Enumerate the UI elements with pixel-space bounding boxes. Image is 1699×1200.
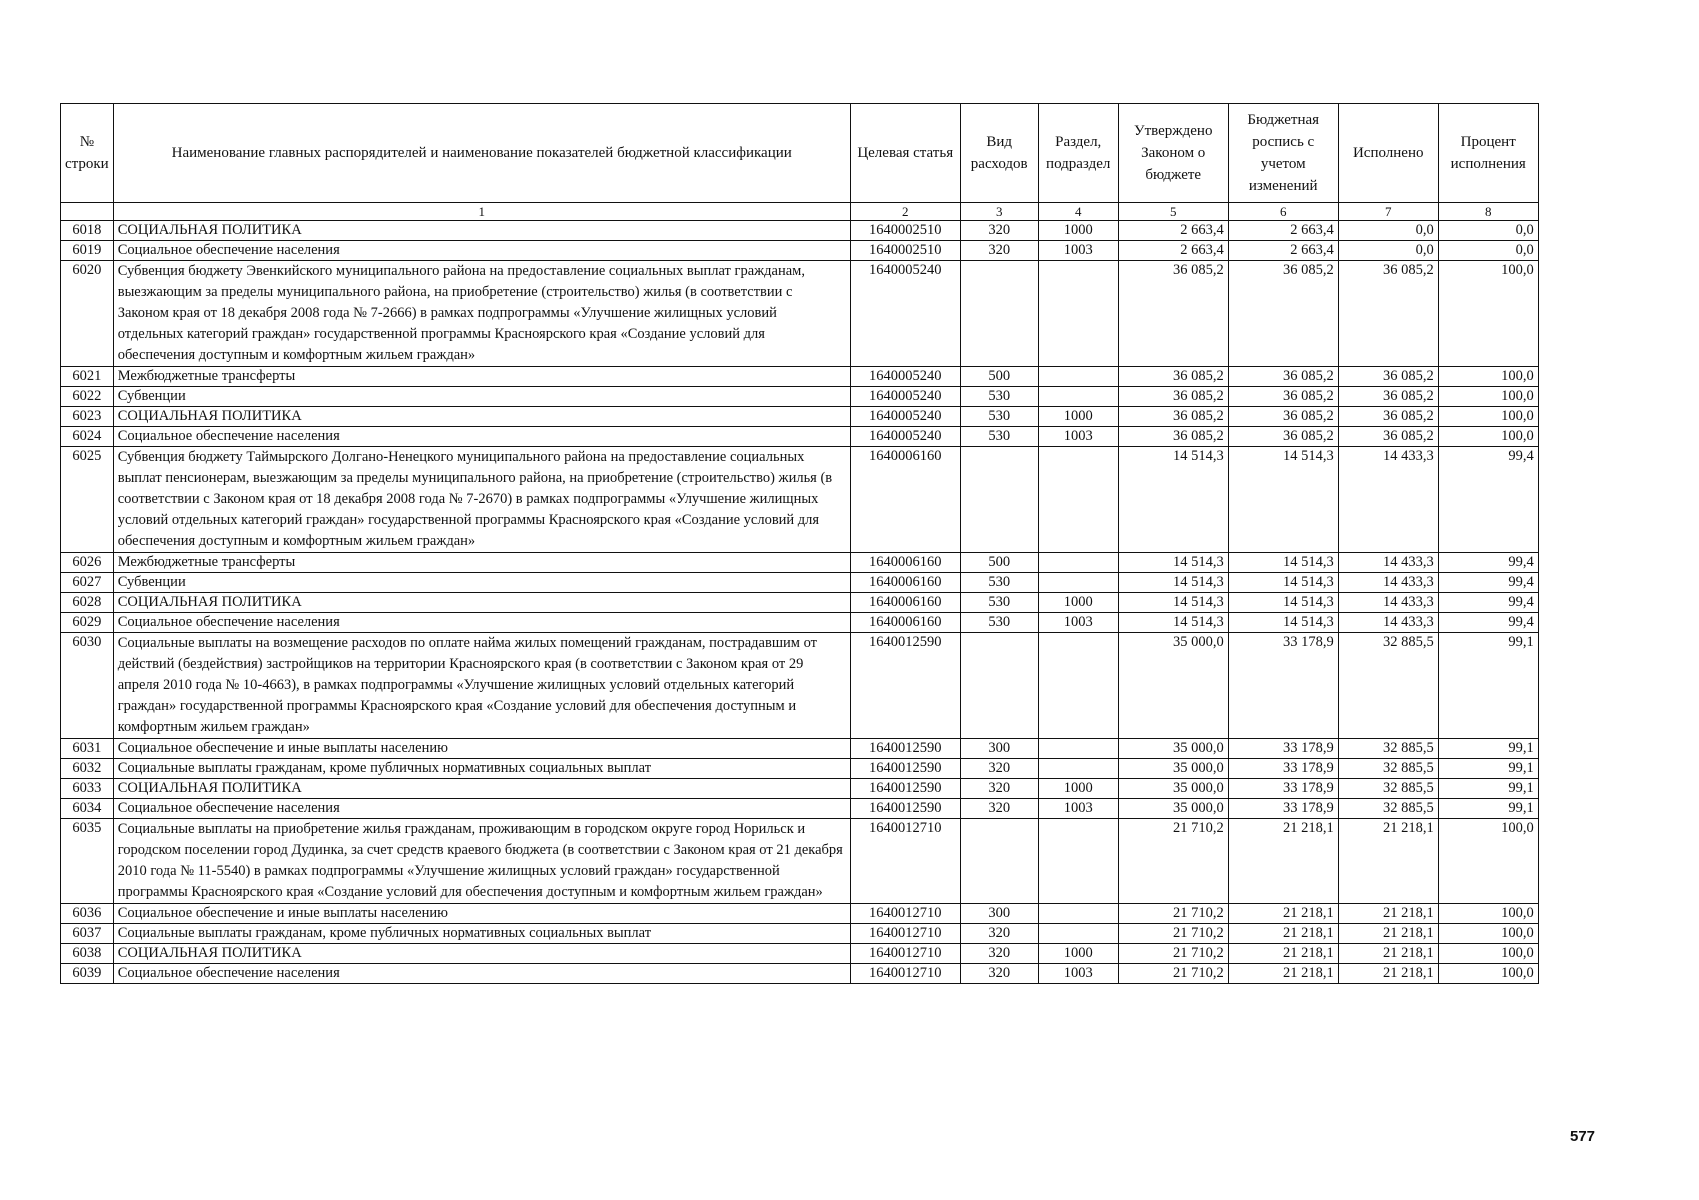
- row-name-cell: Социальное обеспечение населения: [113, 241, 850, 261]
- column-number-row: [61, 203, 1539, 221]
- section-cell: [1038, 904, 1118, 924]
- row-name-cell: Субвенции: [113, 573, 850, 593]
- row-number-cell: 6035: [61, 819, 114, 904]
- executed-amount-cell: 36 085,2: [1338, 387, 1438, 407]
- target-article-cell: 1640012590: [850, 633, 960, 739]
- budget-amount-cell: 21 218,1: [1228, 944, 1338, 964]
- target-article-cell: 1640012710: [850, 924, 960, 944]
- section-cell: 1003: [1038, 613, 1118, 633]
- row-name-cell: Межбюджетные трансферты: [113, 553, 850, 573]
- approved-amount-cell: 14 514,3: [1118, 447, 1228, 553]
- executed-amount-cell: 0,0: [1338, 241, 1438, 261]
- expense-type-cell: 320: [960, 779, 1038, 799]
- executed-amount-cell: 32 885,5: [1338, 799, 1438, 819]
- row-number-cell: 6030: [61, 633, 114, 739]
- row-name-cell: Субвенция бюджету Таймырского Долгано-Ненецкого муниципального района на предоставление социальных выплат пенсионерам, выезжающим за пределы муниципального района, на приобретение (строительство) жилья (в соответствии с Законом края от 18 декабря 2008 года № 7-2670) в рамках подпрограммы «Улучшение жилищных условий отдельных категорий граждан» государственной программы Красноярского края «Создание условий для обеспечения доступным и комфортным жильем граждан»: [113, 447, 850, 553]
- budget-document: [60, 103, 1539, 984]
- expense-type-cell: 530: [960, 613, 1038, 633]
- row-number-cell: 6038: [61, 944, 114, 964]
- target-article-cell: 1640012710: [850, 904, 960, 924]
- percent-cell: 99,1: [1438, 799, 1538, 819]
- section-cell: [1038, 553, 1118, 573]
- expense-type-cell: [960, 633, 1038, 739]
- row-name-cell: СОЦИАЛЬНАЯ ПОЛИТИКА: [113, 944, 850, 964]
- expense-type-cell: 320: [960, 799, 1038, 819]
- percent-cell: 100,0: [1438, 387, 1538, 407]
- header-executed: Исполнено: [1338, 104, 1438, 203]
- approved-amount-cell: 35 000,0: [1118, 739, 1228, 759]
- section-cell: [1038, 739, 1118, 759]
- target-article-cell: 1640005240: [850, 261, 960, 367]
- budget-amount-cell: 36 085,2: [1228, 261, 1338, 367]
- executed-amount-cell: 36 085,2: [1338, 261, 1438, 367]
- section-cell: 1000: [1038, 221, 1118, 241]
- executed-amount-cell: 21 218,1: [1338, 944, 1438, 964]
- target-article-cell: 1640006160: [850, 593, 960, 613]
- percent-cell: 99,4: [1438, 553, 1538, 573]
- budget-amount-cell: 14 514,3: [1228, 573, 1338, 593]
- header-name: Наименование главных распорядителей и наименование показателей бюджетной классификации: [113, 104, 850, 203]
- target-article-cell: 1640005240: [850, 387, 960, 407]
- expense-type-cell: 530: [960, 387, 1038, 407]
- section-cell: [1038, 447, 1118, 553]
- expense-type-cell: [960, 261, 1038, 367]
- percent-cell: 100,0: [1438, 904, 1538, 924]
- percent-cell: 99,4: [1438, 573, 1538, 593]
- budget-amount-cell: 21 218,1: [1228, 819, 1338, 904]
- table-row: [61, 447, 1539, 553]
- executed-amount-cell: 21 218,1: [1338, 964, 1438, 984]
- approved-amount-cell: 21 710,2: [1118, 904, 1228, 924]
- budget-amount-cell: 33 178,9: [1228, 633, 1338, 739]
- executed-amount-cell: 14 433,3: [1338, 613, 1438, 633]
- expense-type-cell: 320: [960, 944, 1038, 964]
- budget-amount-cell: 36 085,2: [1228, 407, 1338, 427]
- row-name-cell: Социальные выплаты гражданам, кроме публичных нормативных социальных выплат: [113, 759, 850, 779]
- budget-amount-cell: 33 178,9: [1228, 759, 1338, 779]
- row-number-cell: 6034: [61, 799, 114, 819]
- header-percent: Процент исполнения: [1438, 104, 1538, 203]
- percent-cell: 99,1: [1438, 739, 1538, 759]
- col-number: 4: [1038, 203, 1118, 221]
- section-cell: [1038, 924, 1118, 944]
- page-number: 577: [1570, 1128, 1596, 1145]
- row-name-cell: Социальное обеспечение населения: [113, 427, 850, 447]
- budget-amount-cell: 14 514,3: [1228, 593, 1338, 613]
- expense-type-cell: [960, 447, 1038, 553]
- target-article-cell: 1640005240: [850, 367, 960, 387]
- table-row: [61, 739, 1539, 759]
- approved-amount-cell: 36 085,2: [1118, 261, 1228, 367]
- budget-amount-cell: 33 178,9: [1228, 779, 1338, 799]
- executed-amount-cell: 36 085,2: [1338, 407, 1438, 427]
- executed-amount-cell: 21 218,1: [1338, 904, 1438, 924]
- budget-amount-cell: 33 178,9: [1228, 739, 1338, 759]
- percent-cell: 99,4: [1438, 447, 1538, 553]
- table-row: [61, 904, 1539, 924]
- row-name-cell: Социальные выплаты на приобретение жилья гражданам, проживающим в городском округе город Норильск и городском поселении город Дудинка, за счет средств краевого бюджета (в соответствии с Законом края от 21 декабря 2010 года № 11-5540) в рамках подпрограммы «Улучшение жилищных условий граждан» государственной программы Красноярского края «Создание условий для обеспечения доступным и комфортным жильем граждан»: [113, 819, 850, 904]
- expense-type-cell: 500: [960, 553, 1038, 573]
- row-name-cell: СОЦИАЛЬНАЯ ПОЛИТИКА: [113, 593, 850, 613]
- expense-type-cell: 300: [960, 739, 1038, 759]
- budget-amount-cell: 21 218,1: [1228, 964, 1338, 984]
- budget-table: [60, 103, 1539, 984]
- table-row: [61, 924, 1539, 944]
- table-body: [61, 221, 1539, 984]
- percent-cell: 100,0: [1438, 964, 1538, 984]
- budget-amount-cell: 33 178,9: [1228, 799, 1338, 819]
- budget-amount-cell: 36 085,2: [1228, 427, 1338, 447]
- header-approved: Утверждено Законом о бюджете: [1118, 104, 1228, 203]
- target-article-cell: 1640012590: [850, 759, 960, 779]
- table-row: [61, 759, 1539, 779]
- target-article-cell: 1640012710: [850, 944, 960, 964]
- expense-type-cell: 300: [960, 904, 1038, 924]
- section-cell: 1003: [1038, 799, 1118, 819]
- header-section: Раздел, подраздел: [1038, 104, 1118, 203]
- row-number-cell: 6024: [61, 427, 114, 447]
- executed-amount-cell: 0,0: [1338, 221, 1438, 241]
- table-row: [61, 633, 1539, 739]
- table-row: [61, 367, 1539, 387]
- approved-amount-cell: 21 710,2: [1118, 944, 1228, 964]
- approved-amount-cell: 36 085,2: [1118, 427, 1228, 447]
- expense-type-cell: 320: [960, 241, 1038, 261]
- row-name-cell: Социальное обеспечение и иные выплаты населению: [113, 739, 850, 759]
- row-name-cell: Социальные выплаты гражданам, кроме публичных нормативных социальных выплат: [113, 924, 850, 944]
- executed-amount-cell: 36 085,2: [1338, 367, 1438, 387]
- section-cell: [1038, 367, 1118, 387]
- col-number: 5: [1118, 203, 1228, 221]
- row-number-cell: 6018: [61, 221, 114, 241]
- approved-amount-cell: 35 000,0: [1118, 759, 1228, 779]
- executed-amount-cell: 36 085,2: [1338, 427, 1438, 447]
- target-article-cell: 1640006160: [850, 573, 960, 593]
- target-article-cell: 1640002510: [850, 221, 960, 241]
- table-row: [61, 221, 1539, 241]
- target-article-cell: 1640012590: [850, 799, 960, 819]
- table-row: [61, 573, 1539, 593]
- col-number: 6: [1228, 203, 1338, 221]
- header-exp-type: Вид расходов: [960, 104, 1038, 203]
- row-name-cell: СОЦИАЛЬНАЯ ПОЛИТИКА: [113, 407, 850, 427]
- executed-amount-cell: 21 218,1: [1338, 924, 1438, 944]
- header-row-no: № строки: [61, 104, 114, 203]
- table-row: [61, 593, 1539, 613]
- section-cell: 1000: [1038, 944, 1118, 964]
- row-number-cell: 6033: [61, 779, 114, 799]
- percent-cell: 99,1: [1438, 779, 1538, 799]
- row-number-cell: 6023: [61, 407, 114, 427]
- percent-cell: 100,0: [1438, 944, 1538, 964]
- row-name-cell: СОЦИАЛЬНАЯ ПОЛИТИКА: [113, 221, 850, 241]
- row-name-cell: Социальное обеспечение населения: [113, 799, 850, 819]
- row-name-cell: Социальные выплаты на возмещение расходов по оплате найма жилых помещений гражданам, пострадавшим от действий (бездействия) застройщиков на территории Красноярского края (в соответствии с Законом края от 29 апреля 2010 года № 10-4663), в рамках подпрограммы «Улучшение жилищных условий отдельных категорий граждан» государственной программы Красноярского края «Создание условий для обеспечения доступным и комфортным жильем граждан»: [113, 633, 850, 739]
- table-row: [61, 261, 1539, 367]
- row-name-cell: Социальное обеспечение населения: [113, 964, 850, 984]
- target-article-cell: 1640012590: [850, 739, 960, 759]
- percent-cell: 100,0: [1438, 367, 1538, 387]
- target-article-cell: 1640005240: [850, 407, 960, 427]
- row-number-cell: 6028: [61, 593, 114, 613]
- table-header-row: [61, 104, 1539, 203]
- col-number: 2: [850, 203, 960, 221]
- approved-amount-cell: 36 085,2: [1118, 367, 1228, 387]
- expense-type-cell: 320: [960, 964, 1038, 984]
- percent-cell: 0,0: [1438, 221, 1538, 241]
- row-number-cell: 6027: [61, 573, 114, 593]
- target-article-cell: 1640005240: [850, 427, 960, 447]
- table-row: [61, 819, 1539, 904]
- col-number: 7: [1338, 203, 1438, 221]
- percent-cell: 100,0: [1438, 924, 1538, 944]
- expense-type-cell: 530: [960, 407, 1038, 427]
- percent-cell: 100,0: [1438, 427, 1538, 447]
- executed-amount-cell: 14 433,3: [1338, 593, 1438, 613]
- executed-amount-cell: 32 885,5: [1338, 779, 1438, 799]
- budget-amount-cell: 36 085,2: [1228, 387, 1338, 407]
- row-number-cell: 6020: [61, 261, 114, 367]
- expense-type-cell: 530: [960, 427, 1038, 447]
- row-name-cell: Субвенции: [113, 387, 850, 407]
- expense-type-cell: 530: [960, 593, 1038, 613]
- budget-amount-cell: 2 663,4: [1228, 241, 1338, 261]
- budget-amount-cell: 21 218,1: [1228, 924, 1338, 944]
- table-row: [61, 387, 1539, 407]
- expense-type-cell: [960, 819, 1038, 904]
- percent-cell: 99,4: [1438, 613, 1538, 633]
- approved-amount-cell: 35 000,0: [1118, 779, 1228, 799]
- percent-cell: 100,0: [1438, 407, 1538, 427]
- row-name-cell: Социальное обеспечение населения: [113, 613, 850, 633]
- budget-amount-cell: 36 085,2: [1228, 367, 1338, 387]
- approved-amount-cell: 36 085,2: [1118, 407, 1228, 427]
- table-row: [61, 944, 1539, 964]
- target-article-cell: 1640012710: [850, 819, 960, 904]
- percent-cell: 100,0: [1438, 819, 1538, 904]
- row-number-cell: 6029: [61, 613, 114, 633]
- row-number-cell: 6032: [61, 759, 114, 779]
- percent-cell: 99,1: [1438, 633, 1538, 739]
- target-article-cell: 1640006160: [850, 447, 960, 553]
- section-cell: 1003: [1038, 241, 1118, 261]
- executed-amount-cell: 32 885,5: [1338, 739, 1438, 759]
- row-number-cell: 6026: [61, 553, 114, 573]
- percent-cell: 99,4: [1438, 593, 1538, 613]
- section-cell: 1000: [1038, 779, 1118, 799]
- section-cell: [1038, 819, 1118, 904]
- approved-amount-cell: 35 000,0: [1118, 799, 1228, 819]
- target-article-cell: 1640006160: [850, 613, 960, 633]
- executed-amount-cell: 14 433,3: [1338, 447, 1438, 553]
- row-number-cell: 6037: [61, 924, 114, 944]
- section-cell: [1038, 573, 1118, 593]
- row-number-cell: 6036: [61, 904, 114, 924]
- executed-amount-cell: 14 433,3: [1338, 573, 1438, 593]
- table-row: [61, 241, 1539, 261]
- approved-amount-cell: 35 000,0: [1118, 633, 1228, 739]
- table-row: [61, 779, 1539, 799]
- section-cell: 1003: [1038, 964, 1118, 984]
- col-number: 3: [960, 203, 1038, 221]
- table-row: [61, 799, 1539, 819]
- approved-amount-cell: 21 710,2: [1118, 819, 1228, 904]
- approved-amount-cell: 21 710,2: [1118, 924, 1228, 944]
- row-number-cell: 6025: [61, 447, 114, 553]
- row-number-cell: 6031: [61, 739, 114, 759]
- table-row: [61, 407, 1539, 427]
- expense-type-cell: 320: [960, 924, 1038, 944]
- approved-amount-cell: 2 663,4: [1118, 221, 1228, 241]
- section-cell: [1038, 633, 1118, 739]
- row-number-cell: 6039: [61, 964, 114, 984]
- table-row: [61, 964, 1539, 984]
- col-number: 1: [113, 203, 850, 221]
- budget-amount-cell: 14 514,3: [1228, 553, 1338, 573]
- executed-amount-cell: 32 885,5: [1338, 633, 1438, 739]
- table-row: [61, 427, 1539, 447]
- header-budget: Бюджетная роспись с учетом изменений: [1228, 104, 1338, 203]
- row-name-cell: СОЦИАЛЬНАЯ ПОЛИТИКА: [113, 779, 850, 799]
- row-name-cell: Субвенция бюджету Эвенкийского муниципального района на предоставление социальных выплат гражданам, выезжающим за пределы муниципального района, на приобретение (строительство) жилья (в соответствии с Законом края от 18 декабря 2008 года № 7-2666) в рамках подпрограммы «Улучшение жилищных условий отдельных категорий граждан» государственной программы Красноярского края «Создание условий для обеспечения доступным и комфортным жильем граждан»: [113, 261, 850, 367]
- target-article-cell: 1640012710: [850, 964, 960, 984]
- row-number-cell: 6019: [61, 241, 114, 261]
- section-cell: [1038, 759, 1118, 779]
- row-number-cell: 6021: [61, 367, 114, 387]
- approved-amount-cell: 14 514,3: [1118, 553, 1228, 573]
- table-row: [61, 613, 1539, 633]
- budget-amount-cell: 14 514,3: [1228, 447, 1338, 553]
- section-cell: 1000: [1038, 593, 1118, 613]
- row-number-cell: 6022: [61, 387, 114, 407]
- section-cell: 1003: [1038, 427, 1118, 447]
- budget-amount-cell: 2 663,4: [1228, 221, 1338, 241]
- budget-amount-cell: 14 514,3: [1228, 613, 1338, 633]
- col-number: 8: [1438, 203, 1538, 221]
- budget-amount-cell: 21 218,1: [1228, 904, 1338, 924]
- col-number-blank: [61, 203, 114, 221]
- approved-amount-cell: 2 663,4: [1118, 241, 1228, 261]
- approved-amount-cell: 21 710,2: [1118, 964, 1228, 984]
- table-row: [61, 553, 1539, 573]
- expense-type-cell: 500: [960, 367, 1038, 387]
- section-cell: [1038, 261, 1118, 367]
- expense-type-cell: 320: [960, 221, 1038, 241]
- percent-cell: 99,1: [1438, 759, 1538, 779]
- executed-amount-cell: 32 885,5: [1338, 759, 1438, 779]
- row-name-cell: Социальное обеспечение и иные выплаты населению: [113, 904, 850, 924]
- executed-amount-cell: 21 218,1: [1338, 819, 1438, 904]
- expense-type-cell: 320: [960, 759, 1038, 779]
- target-article-cell: 1640012590: [850, 779, 960, 799]
- percent-cell: 0,0: [1438, 241, 1538, 261]
- approved-amount-cell: 14 514,3: [1118, 613, 1228, 633]
- target-article-cell: 1640002510: [850, 241, 960, 261]
- target-article-cell: 1640006160: [850, 553, 960, 573]
- approved-amount-cell: 36 085,2: [1118, 387, 1228, 407]
- percent-cell: 100,0: [1438, 261, 1538, 367]
- row-name-cell: Межбюджетные трансферты: [113, 367, 850, 387]
- header-target: Целевая статья: [850, 104, 960, 203]
- section-cell: [1038, 387, 1118, 407]
- executed-amount-cell: 14 433,3: [1338, 553, 1438, 573]
- expense-type-cell: 530: [960, 573, 1038, 593]
- approved-amount-cell: 14 514,3: [1118, 593, 1228, 613]
- approved-amount-cell: 14 514,3: [1118, 573, 1228, 593]
- section-cell: 1000: [1038, 407, 1118, 427]
